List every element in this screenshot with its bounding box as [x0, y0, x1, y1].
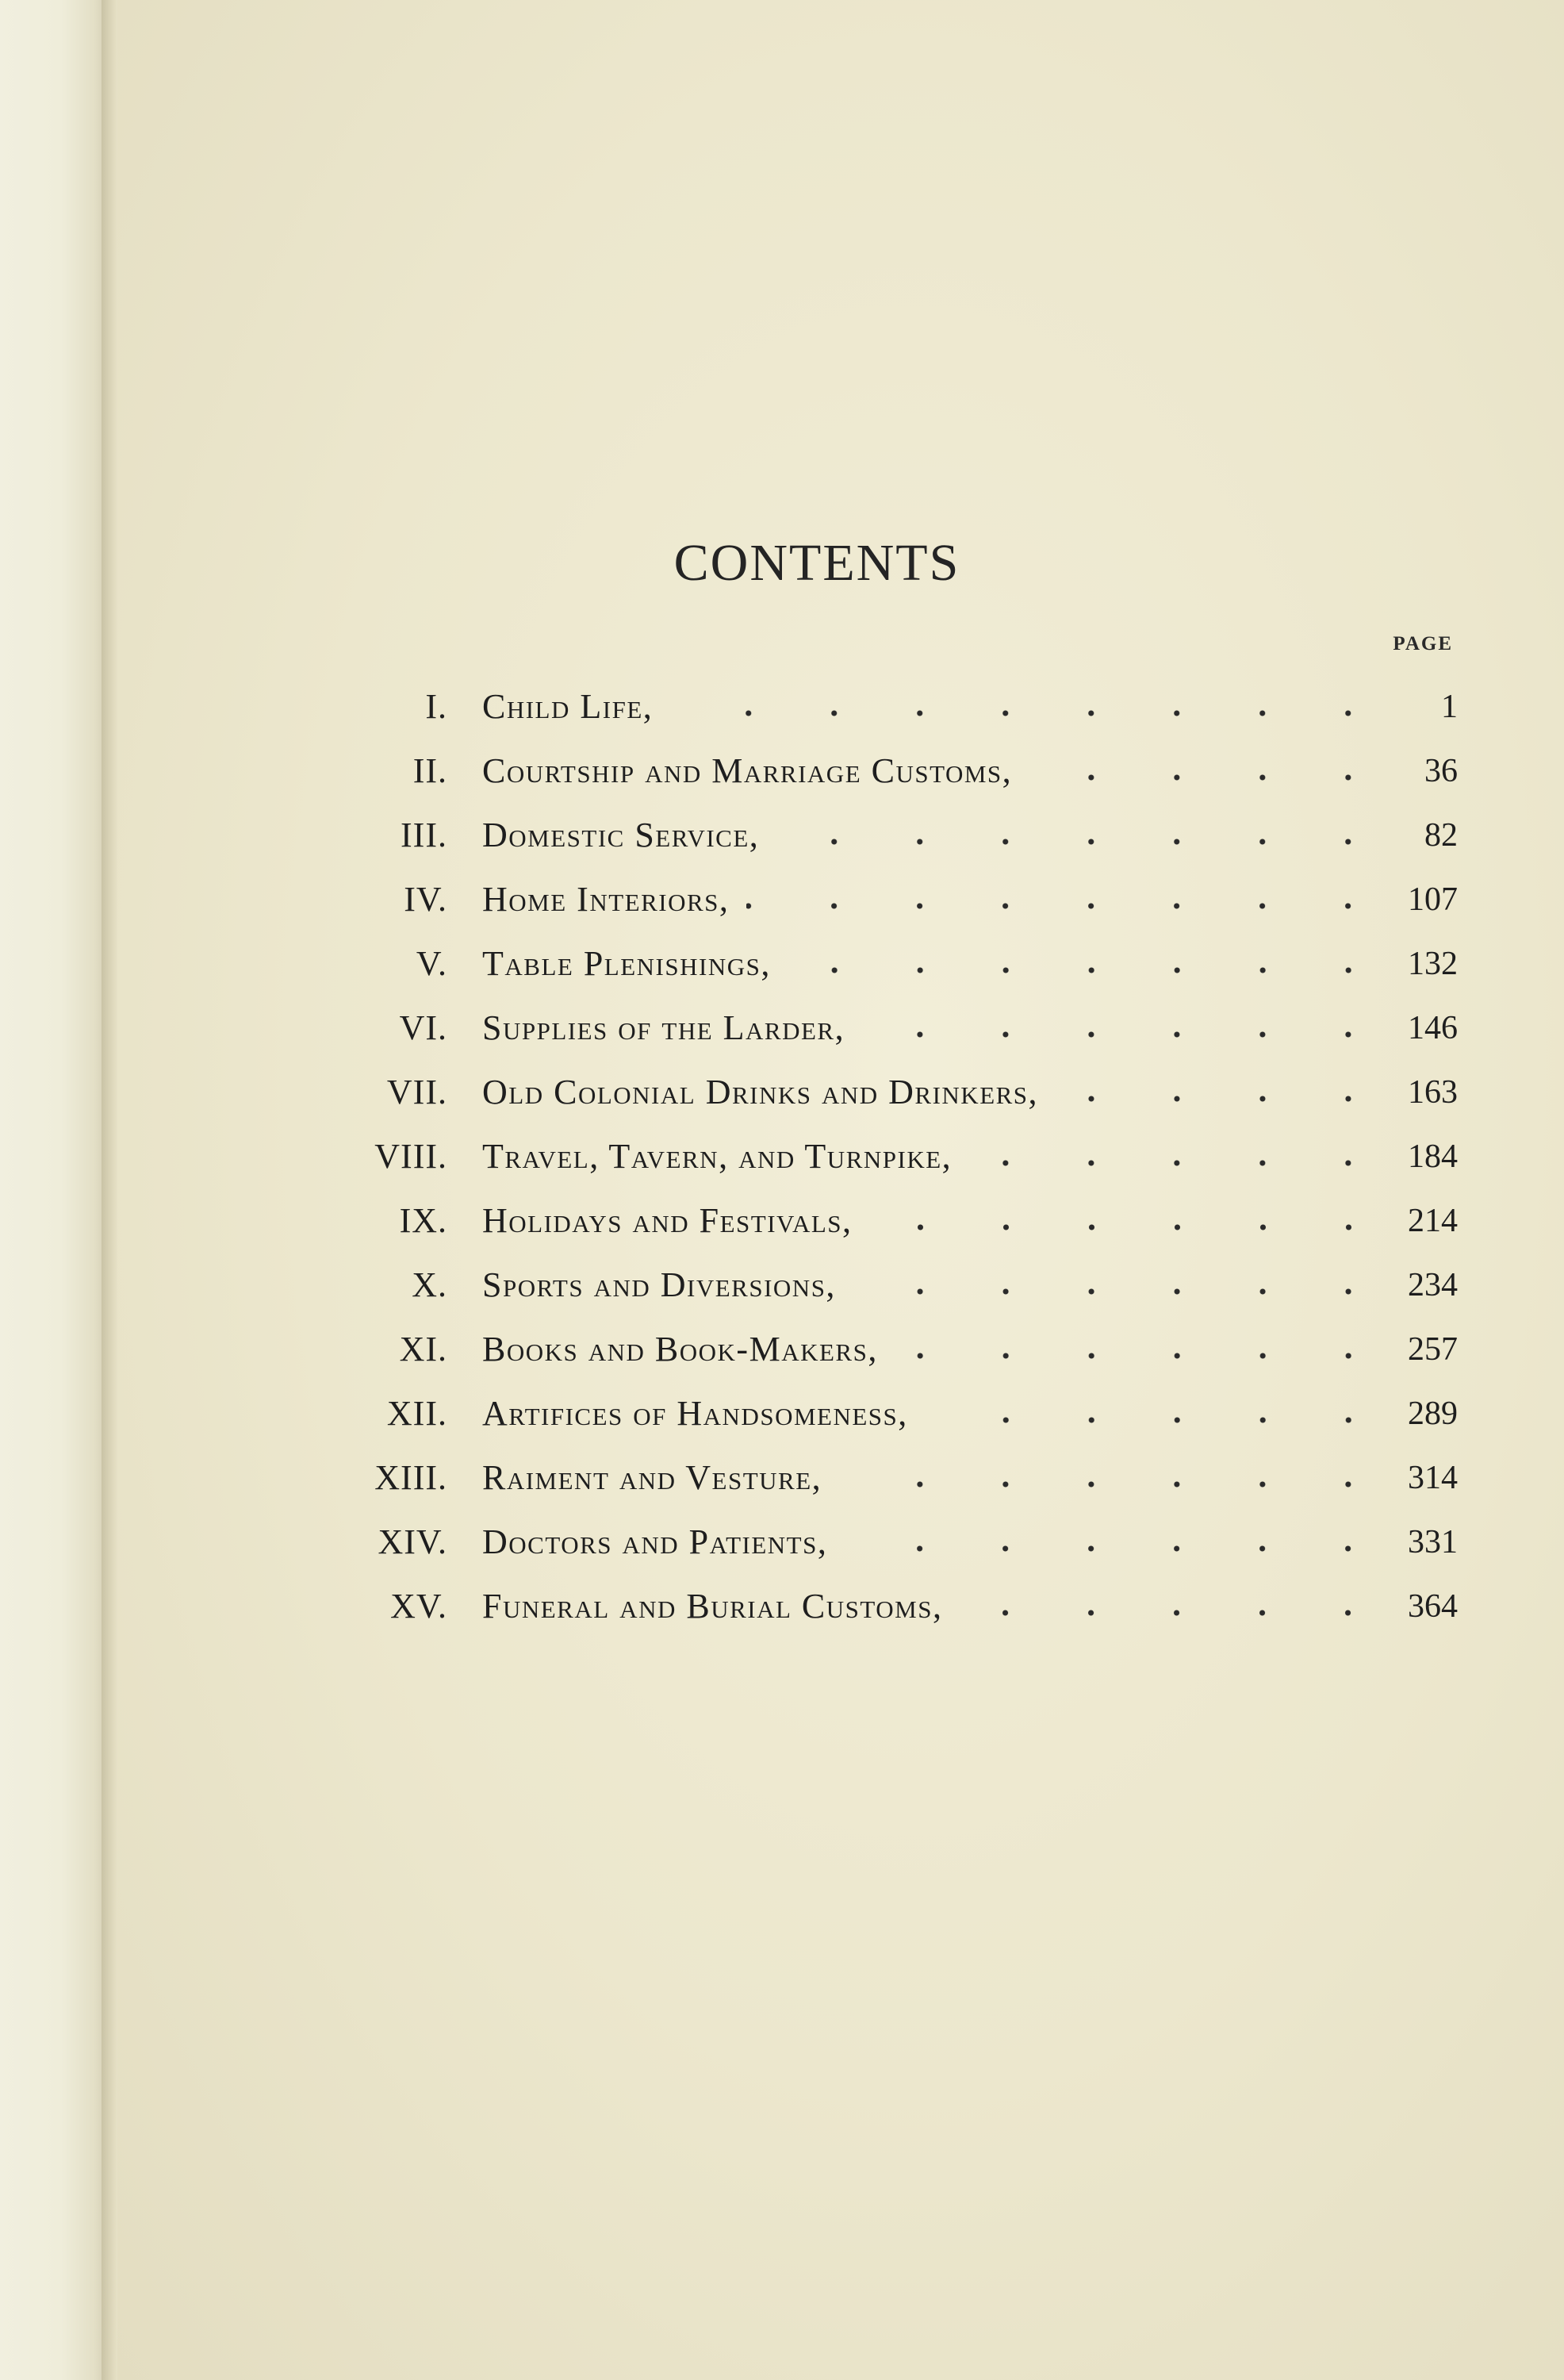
chapter-title: Child Life, [482, 687, 654, 726]
chapter-numeral: VII. [386, 1073, 447, 1111]
chapter-page-number: 132 [1408, 945, 1458, 982]
chapter-title: Table Plenishings, [482, 944, 771, 983]
dot-leader [670, 709, 1391, 717]
chapter-numeral: XII. [386, 1394, 447, 1433]
chapter-title: Raiment and Vesture, [482, 1458, 822, 1497]
chapter-numeral: XIII. [374, 1458, 447, 1497]
toc-entry [236, 1510, 1458, 1574]
dot-leader [862, 1031, 1391, 1038]
dot-leader [845, 1545, 1391, 1553]
chapter-title: Supplies of the Larder, [482, 1008, 845, 1047]
chapter-title: Artifices of Handsomeness, [482, 1394, 908, 1433]
chapter-numeral: XV. [390, 1587, 447, 1626]
toc-entry [236, 1060, 1458, 1124]
chapter-page-number: 163 [1408, 1073, 1458, 1111]
chapter-page-number: 82 [1424, 816, 1458, 854]
toc-entry [236, 1188, 1458, 1253]
dot-leader [895, 1352, 1391, 1360]
chapter-title: Old Colonial Drinks and Drinkers, [482, 1073, 1039, 1111]
toc-entry [236, 996, 1458, 1060]
dot-leader [969, 1159, 1391, 1167]
chapter-title: Travel, Tavern, and Turnpike, [482, 1137, 953, 1176]
chapter-title: Courtship and Marriage Customs, [482, 751, 1013, 790]
dot-leader [776, 838, 1391, 846]
chapter-title: Books and Book-Makers, [482, 1330, 878, 1368]
toc-entry [236, 674, 1458, 739]
toc-entry [236, 1445, 1458, 1510]
chapter-numeral: V. [416, 944, 447, 983]
toc-entry [236, 739, 1458, 803]
contents-page [117, 0, 1564, 2380]
chapter-page-number: 257 [1408, 1330, 1458, 1368]
chapter-title: Domestic Service, [482, 816, 760, 854]
dot-leader [839, 1480, 1391, 1488]
toc-entry [236, 1381, 1458, 1445]
chapter-numeral: IX. [399, 1201, 447, 1240]
chapter-numeral: II. [412, 751, 447, 790]
chapter-page-number: 107 [1408, 881, 1458, 918]
chapter-numeral: XI. [399, 1330, 447, 1368]
dot-leader [926, 1416, 1391, 1424]
chapter-numeral: VI. [399, 1008, 447, 1047]
toc-entry [236, 867, 1458, 931]
chapter-title: Sports and Diversions, [482, 1265, 836, 1304]
chapter-numeral: I. [425, 687, 447, 726]
dot-leader [788, 966, 1391, 974]
chapter-title: Funeral and Burial Customs, [482, 1587, 943, 1626]
chapter-numeral: IV. [404, 880, 447, 919]
toc-entry [236, 1124, 1458, 1188]
toc-entry [236, 931, 1458, 996]
page-column-label: PAGE [1393, 633, 1453, 654]
chapter-page-number: 234 [1408, 1266, 1458, 1303]
chapter-page-number: 289 [1408, 1395, 1458, 1432]
dot-leader [1056, 1095, 1391, 1103]
chapter-numeral: III. [401, 816, 447, 854]
dot-leader [960, 1609, 1391, 1617]
chapter-numeral: X. [412, 1265, 447, 1304]
table-of-contents [236, 674, 1458, 1638]
chapter-page-number: 1 [1441, 688, 1458, 725]
chapter-page-number: 146 [1408, 1009, 1458, 1046]
book-gutter [102, 0, 119, 2380]
dot-leader [1029, 774, 1391, 781]
previous-page-edge [0, 0, 111, 2380]
chapter-page-number: 314 [1408, 1459, 1458, 1496]
dot-leader [746, 902, 1391, 910]
toc-entry [236, 1253, 1458, 1317]
chapter-title: Holidays and Festivals, [482, 1201, 853, 1240]
toc-entry [236, 803, 1458, 867]
chapter-title: Doctors and Patients, [482, 1522, 828, 1561]
chapter-title: Home Interiors, [482, 880, 730, 919]
chapter-numeral: XIV. [378, 1522, 447, 1561]
page-title: CONTENTS [673, 534, 960, 592]
chapter-numeral: VIII. [374, 1137, 447, 1176]
chapter-page-number: 214 [1408, 1202, 1458, 1239]
chapter-page-number: 36 [1424, 752, 1458, 789]
chapter-page-number: 331 [1408, 1523, 1458, 1560]
dot-leader [870, 1223, 1391, 1231]
toc-entry [236, 1574, 1458, 1638]
chapter-page-number: 364 [1408, 1587, 1458, 1625]
toc-entry [236, 1317, 1458, 1381]
chapter-page-number: 184 [1408, 1138, 1458, 1175]
dot-leader [853, 1288, 1391, 1296]
